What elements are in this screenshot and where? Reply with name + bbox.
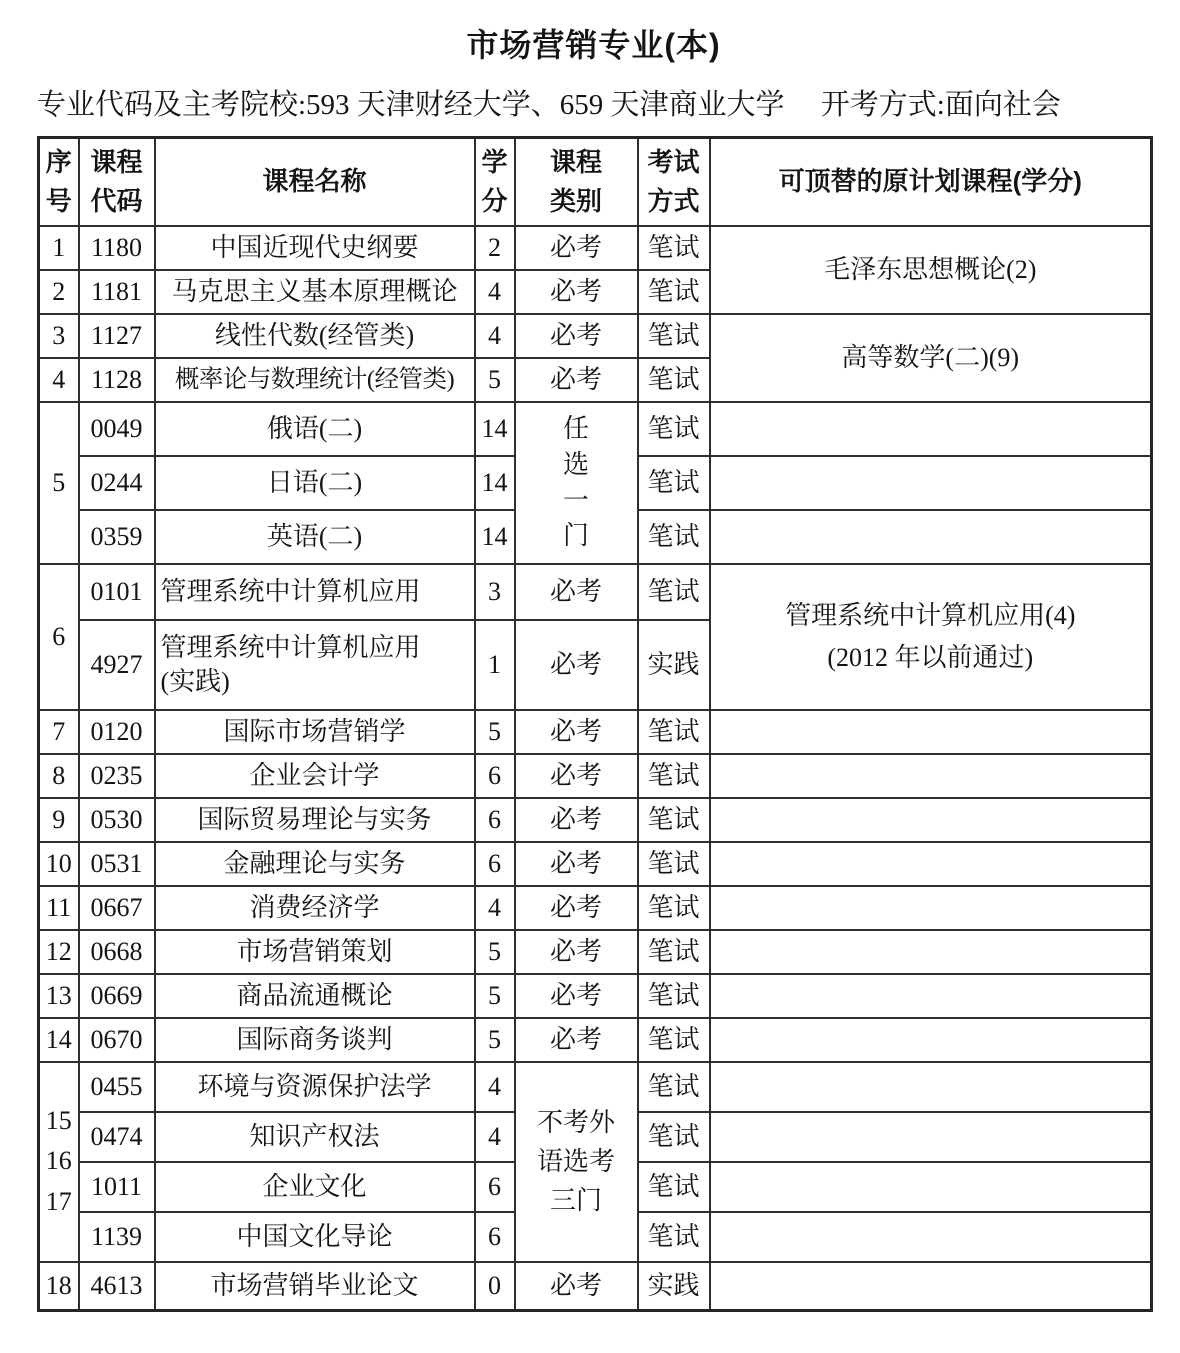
cell-credits: 6 [475,754,515,798]
cell-no: 2 [39,270,79,314]
cell-credits: 6 [475,842,515,886]
cell-name: 商品流通概论 [155,974,475,1018]
cell-replace [710,1212,1152,1262]
cell-name: 企业文化 [155,1162,475,1212]
cell-category: 必考 [515,226,638,270]
cell-credits: 5 [475,930,515,974]
replace-line-1: 管理系统中计算机应用(4) [785,600,1076,630]
cell-credits: 1 [475,620,515,710]
cell-exam: 笔试 [638,510,710,564]
table-row [39,930,1152,974]
cell-category: 必考 [515,270,638,314]
cell-exam: 笔试 [638,1112,710,1162]
cell-code: 1127 [79,314,155,358]
cell-code: 4927 [79,620,155,710]
cell-exam: 笔试 [638,798,710,842]
cell-code: 1011 [79,1162,155,1212]
cell-replace [710,798,1152,842]
cell-name: 国际贸易理论与实务 [155,798,475,842]
cell-category: 任选一门 [515,402,638,564]
cell-replace [710,930,1152,974]
cell-category: 必考 [515,974,638,1018]
cell-credits: 4 [475,314,515,358]
cell-code: 0049 [79,402,155,456]
cell-exam: 笔试 [638,842,710,886]
cell-code: 0670 [79,1018,155,1062]
header-replace: 可顶替的原计划课程(学分) [710,138,1152,226]
cell-credits: 6 [475,1162,515,1212]
course-table [37,136,1153,1312]
table-row [39,1262,1152,1311]
cell-credits: 4 [475,270,515,314]
cell-name: 中国近现代史纲要 [155,226,475,270]
cell-exam: 笔试 [638,1062,710,1112]
cell-code: 0531 [79,842,155,886]
table-row [39,886,1152,930]
cell-exam: 实践 [638,1262,710,1311]
cell-exam: 笔试 [638,710,710,754]
header-no: 序号 [39,138,79,226]
cell-no: 6 [39,564,79,710]
cell-exam: 笔试 [638,314,710,358]
cell-code: 1180 [79,226,155,270]
cell-replace [710,842,1152,886]
cell-code: 0474 [79,1112,155,1162]
cell-replace [710,1018,1152,1062]
cell-code: 0235 [79,754,155,798]
cell-credits: 14 [475,510,515,564]
cell-replace: 高等数学(二)(9) [710,314,1152,402]
cell-credits: 5 [475,1018,515,1062]
course-name-line-2: (实践) [160,666,230,696]
cell-code: 0455 [79,1062,155,1112]
cell-no: 12 [39,930,79,974]
cell-code: 0667 [79,886,155,930]
table-header-row [39,138,1152,226]
cell-code: 1128 [79,358,155,402]
header-credits: 学分 [475,138,515,226]
table-row [39,710,1152,754]
cell-category: 不考外语选考三门 [515,1062,638,1262]
cell-name: 国际商务谈判 [155,1018,475,1062]
cell-replace [710,886,1152,930]
cell-replace [710,456,1152,510]
cell-no: 5 [39,402,79,564]
course-name-line-1: 管理系统中计算机应用 [160,632,421,662]
cell-exam: 笔试 [638,358,710,402]
replace-line-2: (2012 年以前通过) [827,642,1034,672]
cell-credits: 14 [475,456,515,510]
cell-category: 必考 [515,358,638,402]
cell-replace [710,974,1152,1018]
cell-category: 必考 [515,564,638,620]
cell-name: 市场营销毕业论文 [155,1262,475,1311]
cell-replace [710,710,1152,754]
cell-replace [710,510,1152,564]
cell-no: 4 [39,358,79,402]
cell-no: 7 [39,710,79,754]
cell-name: 企业会计学 [155,754,475,798]
document-page [37,20,1150,1312]
table-row [39,402,1152,456]
cell-name: 日语(二) [155,456,475,510]
cell-no: 10 [39,842,79,886]
table-row [39,974,1152,1018]
cell-no: 18 [39,1262,79,1311]
table-row [39,1062,1152,1112]
cell-credits: 6 [475,798,515,842]
cell-category: 必考 [515,710,638,754]
cell-exam: 笔试 [638,402,710,456]
header-name: 课程名称 [155,138,475,226]
cell-category: 必考 [515,930,638,974]
cell-credits: 5 [475,710,515,754]
page-subtitle: 专业代码及主考院校:593 天津财经大学、659 天津商业大学 开考方式:面向社会 [37,89,1061,121]
cell-no: 8 [39,754,79,798]
cell-no: 11 [39,886,79,930]
cell-category: 必考 [515,798,638,842]
cell-credits: 3 [475,564,515,620]
cell-replace [710,402,1152,456]
cell-credits: 2 [475,226,515,270]
cell-code: 0669 [79,974,155,1018]
cell-credits: 4 [475,1112,515,1162]
page-title: 市场营销专业(本) [466,27,721,63]
header-code: 课程代码 [79,138,155,226]
cell-name: 消费经济学 [155,886,475,930]
cell-name: 知识产权法 [155,1112,475,1162]
cell-code: 0101 [79,564,155,620]
cell-credits: 14 [475,402,515,456]
header-category: 课程类别 [515,138,638,226]
cell-code: 0120 [79,710,155,754]
cell-credits: 5 [475,358,515,402]
cell-credits: 6 [475,1212,515,1262]
cell-name: 英语(二) [155,510,475,564]
cell-name: 环境与资源保护法学 [155,1062,475,1112]
cell-name [155,620,475,710]
cell-no: 1 [39,226,79,270]
table-row [39,1018,1152,1062]
cell-exam: 实践 [638,620,710,710]
cell-name: 金融理论与实务 [155,842,475,886]
cell-exam: 笔试 [638,226,710,270]
cell-code: 0359 [79,510,155,564]
cell-exam: 笔试 [638,270,710,314]
cell-exam: 笔试 [638,974,710,1018]
cell-name: 市场营销策划 [155,930,475,974]
cell-exam: 笔试 [638,1212,710,1262]
cell-exam: 笔试 [638,1018,710,1062]
table-row [39,754,1152,798]
cell-code: 0244 [79,456,155,510]
cell-name: 概率论与数理统计(经管类) [155,358,475,402]
cell-replace [710,1112,1152,1162]
cell-no: 14 [39,1018,79,1062]
cell-code: 4613 [79,1262,155,1311]
cell-code: 1139 [79,1212,155,1262]
cell-category: 必考 [515,620,638,710]
cell-credits: 4 [475,1062,515,1112]
table-row [39,226,1152,270]
cell-exam: 笔试 [638,1162,710,1212]
cell-exam: 笔试 [638,754,710,798]
cell-code: 1181 [79,270,155,314]
cell-code: 0668 [79,930,155,974]
table-row [39,798,1152,842]
cell-name: 俄语(二) [155,402,475,456]
cell-no: 15 16 17 [39,1062,79,1262]
cell-no: 13 [39,974,79,1018]
cell-exam: 笔试 [638,564,710,620]
cell-category: 必考 [515,1018,638,1062]
cell-name: 马克思主义基本原理概论 [155,270,475,314]
cell-replace [710,564,1152,710]
cell-credits: 5 [475,974,515,1018]
cell-no: 3 [39,314,79,358]
cell-code: 0530 [79,798,155,842]
header-exam: 考试方式 [638,138,710,226]
cell-category: 必考 [515,1262,638,1311]
cell-credits: 0 [475,1262,515,1311]
table-row [39,564,1152,620]
cell-replace [710,1062,1152,1112]
cell-name: 国际市场营销学 [155,710,475,754]
table-row [39,314,1152,358]
cell-replace: 毛泽东思想概论(2) [710,226,1152,314]
cell-category: 必考 [515,842,638,886]
cell-no: 9 [39,798,79,842]
cell-category: 必考 [515,314,638,358]
cell-category: 必考 [515,754,638,798]
table-row [39,842,1152,886]
cell-exam: 笔试 [638,886,710,930]
cell-name: 管理系统中计算机应用 [155,564,475,620]
cell-replace [710,1262,1152,1311]
cell-name: 线性代数(经管类) [155,314,475,358]
cell-name: 中国文化导论 [155,1212,475,1262]
cell-credits: 4 [475,886,515,930]
cell-category: 必考 [515,886,638,930]
cell-exam: 笔试 [638,930,710,974]
cell-exam: 笔试 [638,456,710,510]
cell-replace [710,1162,1152,1212]
cell-replace [710,754,1152,798]
